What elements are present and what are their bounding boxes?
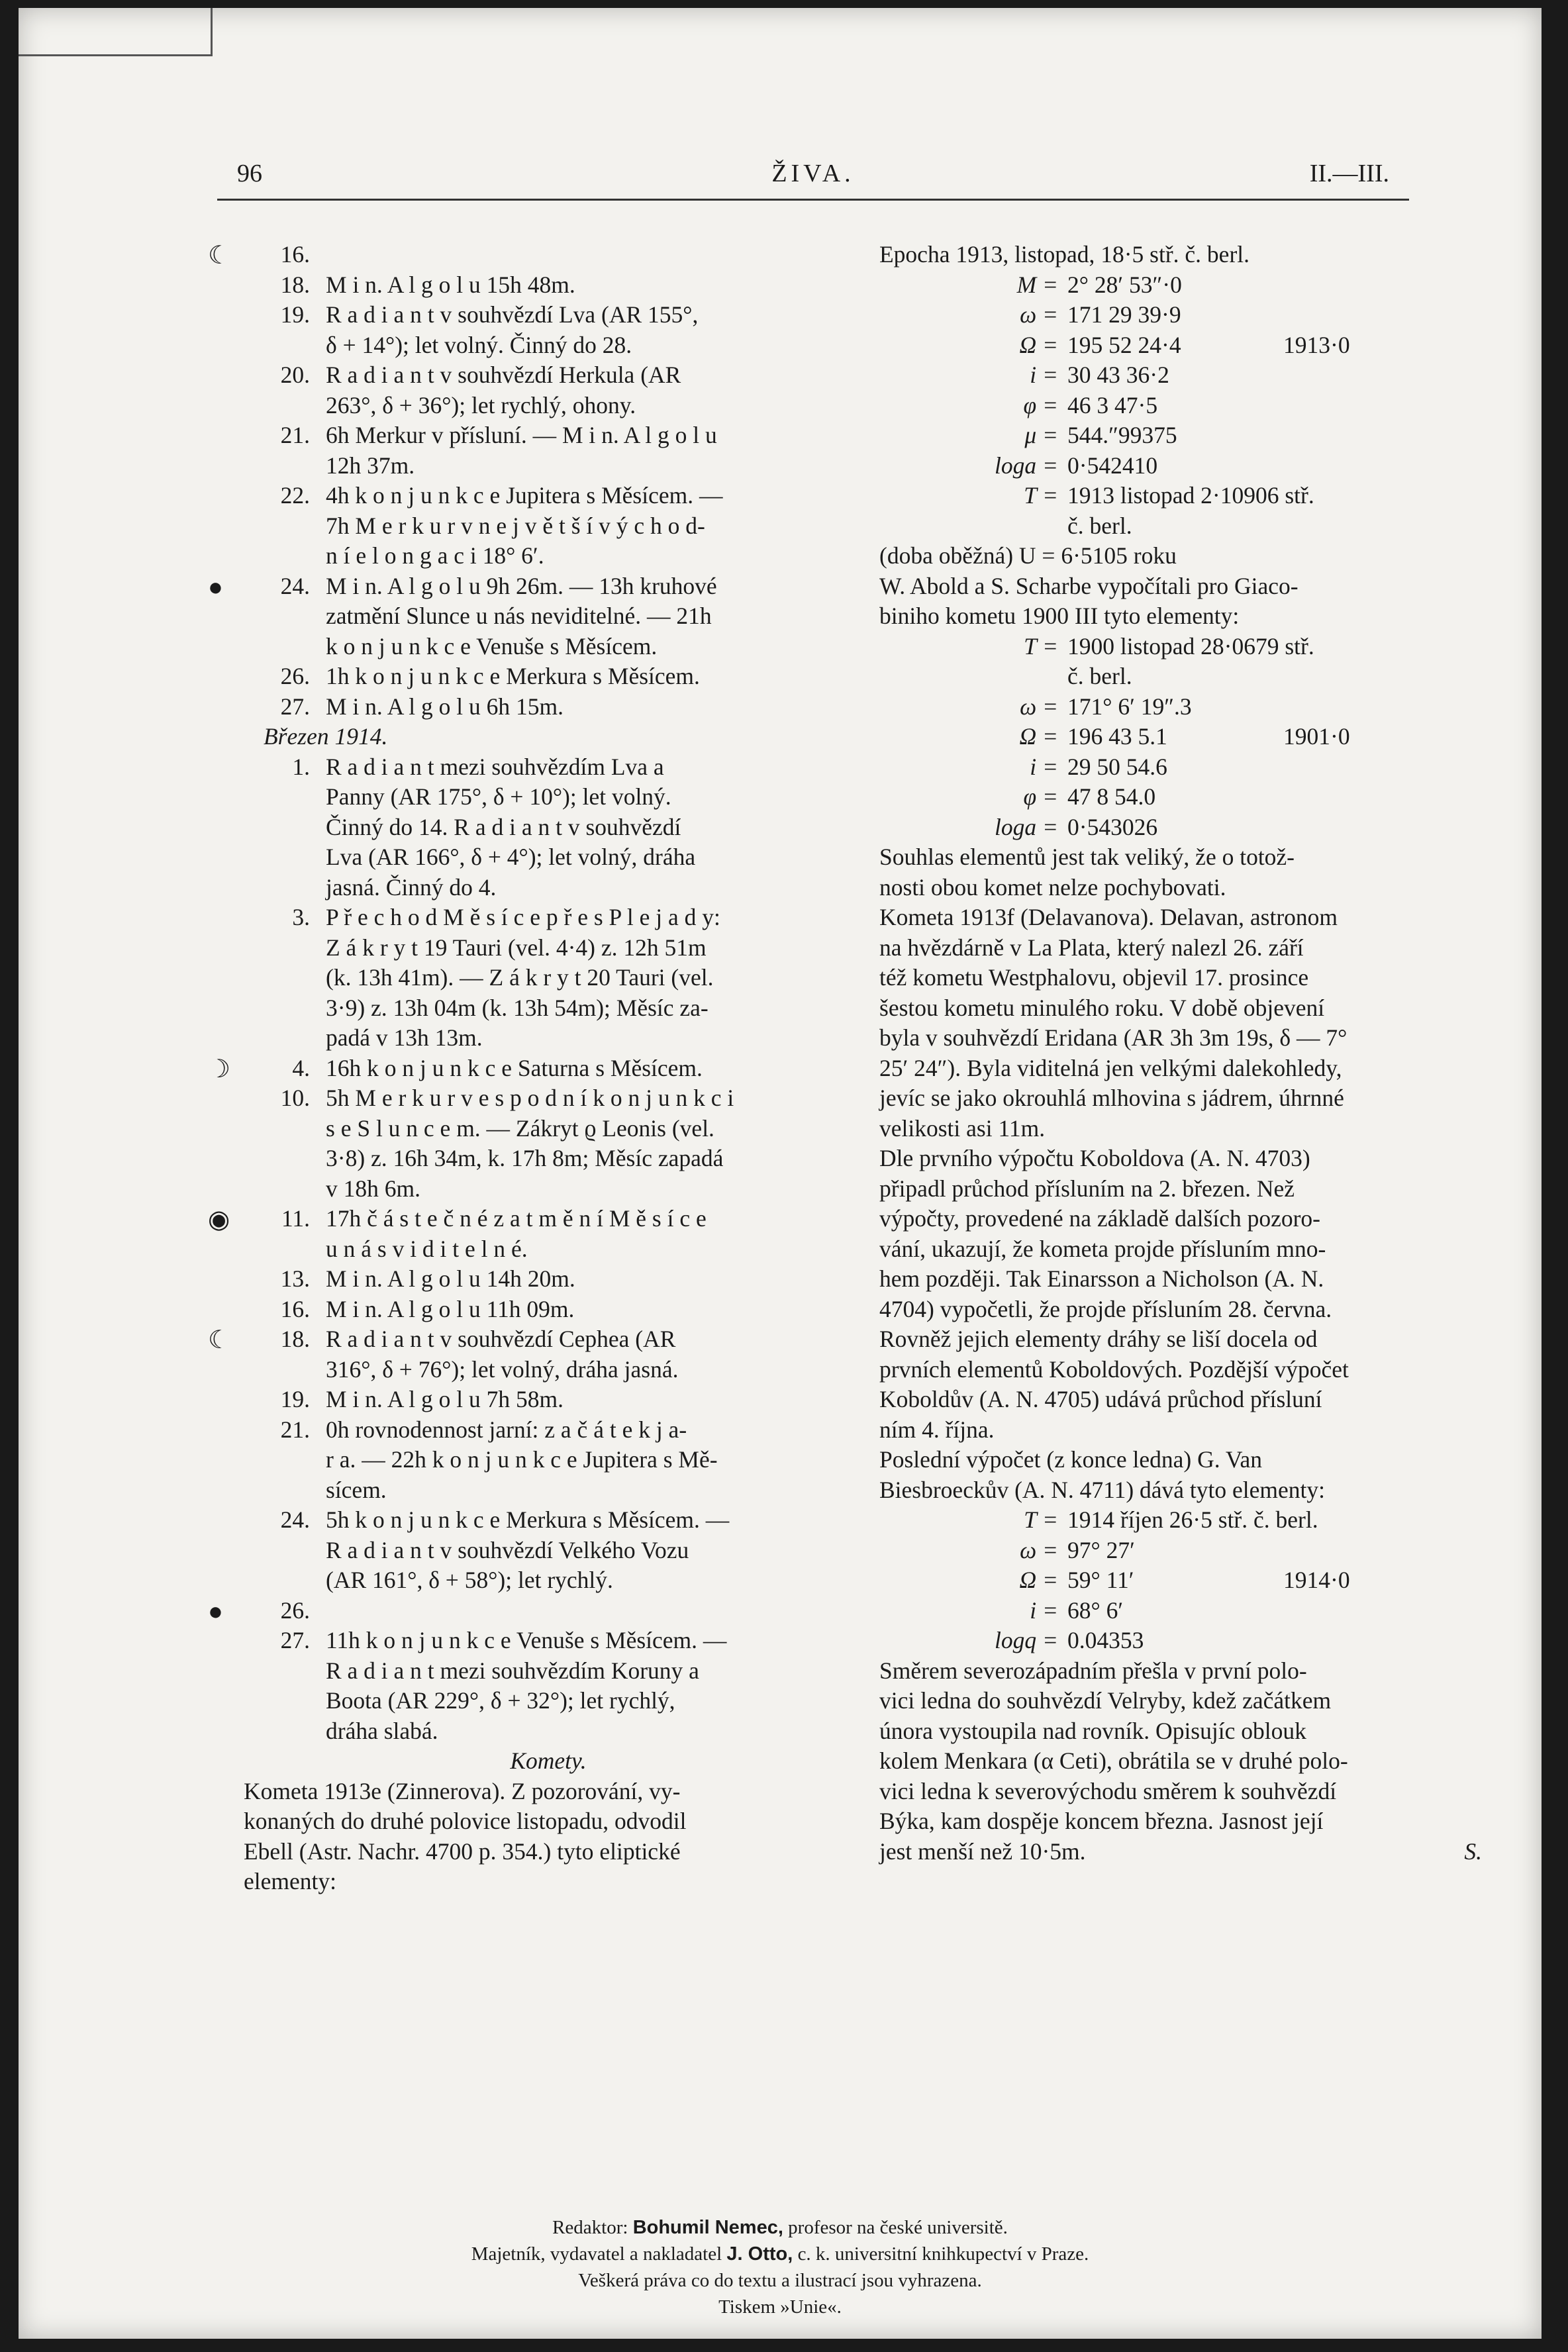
calendar-line — [244, 993, 853, 1024]
paragraph-line — [879, 1083, 1482, 1114]
event-text: R a d i a n t v souhvězdí Herkula (AR — [326, 362, 681, 388]
element-value: 0·543026 — [1067, 813, 1158, 840]
imprint — [19, 2214, 1542, 2320]
paragraph-line — [879, 1716, 1482, 1747]
calendar-line — [244, 1837, 853, 1867]
event-text: M i n. A l g o l u 11h 09m. — [326, 1295, 575, 1322]
day-number: 19. — [280, 1386, 310, 1412]
paragraph-line — [879, 601, 1482, 632]
element-symbol: T = — [1024, 482, 1058, 509]
day-number: 21. — [280, 422, 310, 448]
event-text: R a d i a n t v souhvězdí Lva (AR 155°, — [326, 301, 699, 328]
day-number: 20. — [280, 362, 310, 388]
day-number: 13. — [280, 1265, 310, 1292]
line-text: vici ledna do souhvězdí Velryby, kdež začátkem — [879, 1687, 1332, 1714]
moon-last-quarter-icon: ☾ — [208, 1326, 231, 1354]
journal-page — [19, 8, 1542, 2339]
event-text: zatmění Slunce u nás neviditelné. — 21h — [326, 603, 712, 629]
calendar-line — [244, 752, 853, 783]
calendar-line — [244, 1806, 853, 1837]
calendar-line — [244, 1686, 853, 1716]
calendar-line — [244, 1656, 853, 1687]
line-text: jest menší než 10·5m. — [879, 1838, 1086, 1865]
event-text: 4h k o n j u n k c e Jupitera s Měsícem. — — [326, 482, 723, 509]
section-title: Komety. — [510, 1747, 587, 1774]
calendar-line — [244, 812, 853, 843]
element-symbol: φ = — [1023, 783, 1058, 810]
calendar-line — [244, 1023, 853, 1054]
element-symbol: logq = — [995, 1627, 1058, 1653]
event-text: r a. — 22h k o n j u n k c e Jupitera s Mě- — [326, 1446, 718, 1473]
event-text: k o n j u n k c e Venuše s Měsícem. — [326, 632, 658, 660]
orbital-element — [879, 722, 1482, 752]
day-number: 26. — [280, 663, 310, 689]
day-number: 18. — [280, 271, 310, 298]
calendar-line — [208, 1054, 853, 1084]
calendar-line — [244, 481, 853, 511]
paragraph-line — [879, 1295, 1482, 1325]
calendar-line — [244, 360, 853, 391]
line-text: též kometu Westphalovu, objevil 17. prosince — [879, 964, 1309, 991]
element-symbol: ω = — [1020, 1536, 1058, 1563]
calendar-line — [208, 1596, 853, 1626]
paragraph-line — [879, 1054, 1482, 1084]
event-text: (k. 13h 41m). — Z á k r y t 20 Tauri (vel. — [326, 964, 714, 991]
paragraph-line — [879, 1837, 1482, 1867]
element-value: č. berl. — [1067, 512, 1132, 539]
orbital-element — [879, 360, 1482, 391]
event-text: 11h k o n j u n k c e Venuše s Měsícem. — — [326, 1627, 727, 1653]
orbital-element — [879, 662, 1482, 692]
element-value: 97° 27′ — [1067, 1536, 1135, 1563]
element-value: 29 50 54.6 — [1067, 753, 1167, 780]
event-text: 17h č á s t e č n é z a t m ě n í M ě s í c e — [326, 1205, 707, 1232]
element-symbol: M = — [1016, 271, 1058, 298]
day-number: 24. — [280, 572, 310, 599]
calendar-line — [244, 662, 853, 692]
orbital-element — [879, 632, 1482, 662]
day-number: 1. — [292, 753, 310, 780]
right-column — [879, 240, 1482, 1867]
calendar-line — [244, 903, 853, 933]
element-value: 0.04353 — [1067, 1627, 1144, 1653]
paragraph-line — [879, 1777, 1482, 1807]
new-moon-icon: ● — [208, 1597, 223, 1626]
day-number: 27. — [280, 1627, 310, 1653]
calendar-line — [244, 1415, 853, 1446]
author-signature: S. — [1464, 1838, 1482, 1865]
element-symbol: φ = — [1023, 391, 1058, 418]
paragraph-line — [879, 873, 1482, 903]
paragraph-line: Kometa 1913e (Zinnerova). Z pozorování, vy- — [244, 1777, 681, 1804]
calendar-line — [244, 1536, 853, 1566]
line-text: Býka, kam dospěje koncem března. Jasnost její — [879, 1808, 1324, 1834]
event-text: n í e l o n g a c i 18° 6′. — [326, 542, 544, 569]
event-text: 1h k o n j u n k c e Merkura s Měsícem. — [326, 663, 700, 689]
line-text: (doba oběžná) U = 6·5105 roku — [879, 542, 1177, 569]
day-number: 4. — [292, 1054, 310, 1081]
calendar-line — [244, 1114, 853, 1144]
element-symbol: T = — [1024, 632, 1058, 660]
orbital-element — [879, 1626, 1482, 1656]
orbital-element — [879, 1596, 1482, 1626]
orbital-element — [879, 451, 1482, 481]
element-symbol: loga = — [995, 452, 1058, 479]
element-symbol: Ω = — [1019, 1567, 1058, 1593]
element-value: 46 3 47·5 — [1067, 391, 1158, 418]
paragraph-line — [879, 1114, 1482, 1144]
line-text: W. Abold a S. Scharbe vypočítali pro Giaco- — [879, 572, 1298, 599]
orbital-element — [879, 812, 1482, 843]
epoch-value: 1914·0 — [1283, 1567, 1350, 1593]
day-number: 11. — [281, 1205, 310, 1232]
line-text: na hvězdárně v La Plata, který nalezl 26. září — [879, 934, 1304, 961]
line-text: ním 4. října. — [879, 1416, 995, 1443]
calendar-line — [244, 1234, 853, 1265]
event-text: Činný do 14. R a d i a n t v souhvězdí — [326, 813, 681, 840]
event-text: 316°, δ + 76°); let volný, dráha jasná. — [326, 1355, 679, 1383]
line-text: biniho kometu 1900 III tyto elementy: — [879, 603, 1240, 629]
event-text: u n á s v i d i t e l n é. — [326, 1235, 528, 1262]
paragraph-line — [879, 1445, 1482, 1475]
orbital-element — [879, 752, 1482, 783]
calendar-line — [244, 632, 853, 662]
line-text: Poslední výpočet (z konce ledna) G. Van — [879, 1446, 1263, 1473]
calendar-line — [208, 571, 853, 602]
event-text: M i n. A l g o l u 6h 15m. — [326, 693, 564, 720]
day-number: 18. — [280, 1326, 310, 1352]
paragraph-line — [879, 571, 1482, 602]
event-text: 3·8) z. 16h 34m, k. 17h 8m; Měsíc zapadá — [326, 1145, 724, 1171]
day-number: 27. — [280, 693, 310, 720]
calendar-line — [244, 451, 853, 481]
full-moon-icon: ◉ — [208, 1206, 230, 1234]
event-text: 6h Merkur v přísluní. — M i n. A l g o l u — [326, 422, 717, 448]
line-text: vání, ukazují, že kometa projde přísluním mno- — [879, 1235, 1326, 1262]
calendar-line — [244, 1385, 853, 1415]
calendar-line — [244, 1505, 853, 1536]
epoch-value: 1901·0 — [1283, 723, 1350, 750]
event-text: padá v 13h 13m. — [326, 1024, 483, 1051]
line-text: velikosti asi 11m. — [879, 1114, 1046, 1142]
element-value: 59° 11′ — [1067, 1567, 1134, 1593]
element-symbol: i = — [1030, 362, 1058, 388]
paragraph-line — [879, 903, 1482, 933]
torn-corner — [19, 8, 213, 56]
element-value: 68° 6′ — [1067, 1596, 1124, 1624]
paragraph-line — [879, 1324, 1482, 1355]
day-number: 21. — [280, 1416, 310, 1443]
moon-first-quarter-icon: ☽ — [208, 1055, 231, 1083]
paragraph-line — [879, 1264, 1482, 1295]
event-text: 0h rovnodennost jarní: z a č á t e k j a- — [326, 1416, 687, 1443]
line-text: byla v souhvězdí Eridana (AR 3h 3m 19s, δ — 7° — [879, 1024, 1348, 1051]
paragraph-line — [879, 1174, 1482, 1204]
line-text: února vystoupila nad rovník. Opisujíc oblouk — [879, 1717, 1306, 1744]
line-text: Dle prvního výpočtu Koboldova (A. N. 4703) — [879, 1145, 1310, 1171]
calendar-line — [244, 1144, 853, 1174]
header-rule — [217, 199, 1409, 201]
day-number: 16. — [280, 241, 310, 268]
calendar-line — [244, 601, 853, 632]
line-text: Epocha 1913, listopad, 18·5 stř. č. berl. — [879, 241, 1250, 268]
element-value: č. berl. — [1067, 663, 1132, 689]
event-text: jasná. Činný do 4. — [326, 873, 497, 901]
day-number: 24. — [280, 1506, 310, 1533]
orbital-element — [879, 692, 1482, 722]
paragraph-line — [879, 1385, 1482, 1415]
event-text: M i n. A l g o l u 9h 26m. — 13h kruhové — [326, 572, 717, 599]
event-text: 5h k o n j u n k c e Merkura s Měsícem. — — [326, 1506, 730, 1533]
day-number: 22. — [280, 482, 310, 509]
line-text: hem později. Tak Einarsson a Nicholson (A. N. — [879, 1265, 1324, 1292]
event-text: sícem. — [326, 1476, 387, 1503]
orbital-element — [879, 391, 1482, 421]
event-text: 12h 37m. — [326, 452, 415, 479]
element-value: 47 8 54.0 — [1067, 783, 1156, 810]
calendar-line — [244, 541, 853, 571]
paragraph-line — [879, 1144, 1482, 1174]
orbital-element — [879, 330, 1482, 361]
calendar-line — [208, 1324, 853, 1355]
line-text: vici ledna k severovýchodu směrem k souhvězdí — [879, 1777, 1337, 1804]
day-number: 16. — [280, 1295, 310, 1322]
calendar-line — [244, 391, 853, 421]
moon-last-quarter-icon: ☾ — [208, 242, 231, 270]
calendar-line — [244, 963, 853, 993]
event-text: 263°, δ + 36°); let rychlý, ohony. — [326, 391, 636, 418]
calendar-line — [244, 842, 853, 873]
element-symbol: i = — [1030, 753, 1058, 780]
orbital-element — [879, 270, 1482, 301]
event-text: s e S l u n c e m. — Zákryt ϱ Leonis (vel. — [326, 1114, 714, 1142]
issue-number: II.—III. — [1309, 160, 1389, 187]
calendar-line — [244, 933, 853, 963]
orbital-element — [879, 511, 1482, 542]
calendar-line — [244, 1295, 853, 1325]
line-text: Koboldův (A. N. 4705) udává průchod přísluní — [879, 1386, 1322, 1412]
orbital-element — [879, 300, 1482, 330]
element-value: 0·542410 — [1067, 452, 1158, 479]
element-symbol: ω = — [1020, 301, 1058, 328]
event-text: 16h k o n j u n k c e Saturna s Měsícem. — [326, 1054, 703, 1081]
paragraph-line: konaných do druhé polovice listopadu, odvodil — [244, 1808, 687, 1834]
event-text: 7h M e r k u r v n e j v ě t š í v ý c h o d- — [326, 512, 705, 539]
event-text: R a d i a n t v souhvězdí Velkého Vozu — [326, 1536, 689, 1563]
calendar-line — [208, 240, 853, 270]
calendar-line — [244, 1565, 853, 1596]
orbital-element — [879, 1565, 1482, 1596]
journal-title: ŽIVA. — [771, 160, 855, 187]
event-text: Lva (AR 166°, δ + 4°); let volný, dráha — [326, 844, 696, 870]
calendar-line — [244, 420, 853, 451]
element-value: 1913 listopad 2·10906 stř. — [1067, 482, 1314, 509]
paragraph-line — [879, 933, 1482, 963]
event-text: δ + 14°); let volný. Činný do 28. — [326, 331, 632, 358]
epoch-value: 1913·0 — [1283, 331, 1350, 358]
element-value: 2° 28′ 53″·0 — [1067, 271, 1182, 298]
element-value: 196 43 5.1 — [1067, 723, 1167, 750]
event-text: Panny (AR 175°, δ + 10°); let volný. — [326, 783, 671, 810]
line-text: prvních elementů Koboldových. Pozdější výpočet — [879, 1355, 1349, 1383]
orbital-element — [879, 481, 1482, 511]
element-symbol: ω = — [1020, 693, 1058, 720]
paragraph-line — [879, 993, 1482, 1024]
line-text: jevíc se jako okrouhlá mlhovina s jádrem, úhrnné — [879, 1085, 1344, 1111]
paragraph-line — [879, 1023, 1482, 1054]
paragraph-line: Ebell (Astr. Nachr. 4700 p. 354.) tyto eliptické — [244, 1838, 681, 1865]
left-column — [208, 240, 853, 1897]
paragraph-line — [879, 1806, 1482, 1837]
calendar-line — [244, 1174, 853, 1204]
line-text: kolem Menkara (α Ceti), obrátila se v druhé polo- — [879, 1747, 1348, 1774]
calendar-line — [244, 511, 853, 542]
line-text: Směrem severozápadním přešla v první polo- — [879, 1657, 1307, 1684]
element-value: 171 29 39·9 — [1067, 301, 1181, 328]
element-value: 195 52 24·4 — [1067, 331, 1181, 358]
calendar-line — [208, 1204, 853, 1234]
calendar-line — [244, 300, 853, 330]
line-text: 4704) vypočetli, že projde přísluním 28. června. — [879, 1295, 1332, 1322]
paragraph-line — [879, 1656, 1482, 1687]
line-text: Souhlas elementů jest tak veliký, že o totož- — [879, 844, 1295, 870]
orbital-element — [879, 782, 1482, 812]
event-text: R a d i a n t v souhvězdí Cephea (AR — [326, 1326, 676, 1352]
imprint-line-publisher: Majetník, vydavatel a nakladatel J. Otto, c. k. universitní knihkupectví v Praze. — [471, 2243, 1089, 2265]
day-number: 3. — [292, 904, 310, 930]
line-text: nosti obou komet nelze pochybovati. — [879, 873, 1226, 901]
element-symbol: μ = — [1024, 422, 1058, 448]
orbital-element — [879, 1505, 1482, 1536]
element-value: 171° 6′ 19″.3 — [1067, 693, 1192, 720]
page-header — [237, 159, 1389, 199]
calendar-line — [244, 722, 853, 752]
event-text: M i n. A l g o l u 15h 48m. — [326, 271, 575, 298]
calendar-line — [244, 692, 853, 722]
event-text: Boota (AR 229°, δ + 32°); let rychlý, — [326, 1687, 675, 1714]
paragraph-line — [879, 842, 1482, 873]
calendar-line — [244, 782, 853, 812]
calendar-line — [244, 1264, 853, 1295]
calendar-line — [244, 1867, 853, 1897]
event-text: (AR 161°, δ + 58°); let rychlý. — [326, 1567, 613, 1593]
element-symbol: T = — [1024, 1506, 1058, 1533]
line-text: 25′ 24″). Byla viditelná jen velkými dalekohledy, — [879, 1054, 1342, 1081]
calendar-line — [244, 330, 853, 361]
paragraph-line — [879, 1415, 1482, 1446]
event-text: M i n. A l g o l u 7h 58m. — [326, 1386, 564, 1412]
paragraph-line: elementy: — [244, 1868, 336, 1894]
event-text: R a d i a n t mezi souhvězdím Lva a — [326, 753, 664, 780]
paragraph-line — [879, 1234, 1482, 1265]
event-text: Z á k r y t 19 Tauri (vel. 4·4) z. 12h 51m — [326, 934, 707, 961]
imprint-line-rights: Veškerá práva co do textu a ilustrací jsou vyhrazena. — [578, 2270, 982, 2291]
paragraph-line — [879, 963, 1482, 993]
new-moon-icon: ● — [208, 573, 223, 601]
day-number: 19. — [280, 301, 310, 328]
paragraph-line — [879, 1204, 1482, 1234]
event-text: dráha slabá. — [326, 1717, 438, 1744]
event-text: M i n. A l g o l u 14h 20m. — [326, 1265, 575, 1292]
day-number: 26. — [280, 1596, 310, 1624]
event-text: P ř e c h o d M ě s í c e p ř e s P l e j a d y: — [326, 904, 720, 930]
imprint-line-printer: Tiskem »Unie«. — [718, 2296, 842, 2318]
element-value: 1914 říjen 26·5 stř. č. berl. — [1067, 1506, 1318, 1533]
paragraph-line — [879, 240, 1482, 270]
calendar-line — [244, 1716, 853, 1747]
element-value: 1900 listopad 28·0679 stř. — [1067, 632, 1314, 660]
paragraph-line — [879, 1746, 1482, 1777]
event-text: 3·9) z. 13h 04m (k. 13h 54m); Měsíc za- — [326, 994, 709, 1021]
line-text: výpočty, provedené na základě dalších pozoro- — [879, 1205, 1321, 1232]
event-text: R a d i a n t mezi souhvězdím Koruny a — [326, 1657, 699, 1684]
orbital-element — [879, 420, 1482, 451]
line-text: Rovněž jejich elementy dráhy se liší docela od — [879, 1326, 1318, 1352]
line-text: Kometa 1913f (Delavanova). Delavan, astronom — [879, 904, 1338, 930]
calendar-line — [244, 1445, 853, 1475]
calendar-line — [244, 873, 853, 903]
orbital-element — [879, 1536, 1482, 1566]
imprint-line-editor: Redaktor: Bohumil Nemec, profesor na české universitě. — [552, 2217, 1008, 2238]
event-text: 5h M e r k u r v e s p o d n í k o n j u n k c i — [326, 1085, 734, 1111]
element-value: 544.″99375 — [1067, 422, 1177, 448]
event-text: v 18h 6m. — [326, 1175, 420, 1202]
paragraph-line — [879, 1355, 1482, 1385]
calendar-line — [244, 270, 853, 301]
section-heading: Březen 1914. — [264, 723, 388, 750]
element-symbol: loga = — [995, 813, 1058, 840]
element-value: 30 43 36·2 — [1067, 362, 1169, 388]
element-symbol: i = — [1030, 1596, 1058, 1624]
line-text: šestou kometu minulého roku. V době objevení — [879, 994, 1325, 1021]
calendar-line — [244, 1083, 853, 1114]
paragraph-line — [879, 1475, 1482, 1506]
calendar-line — [244, 1355, 853, 1385]
line-text: připadl průchod přísluním na 2. březen. Než — [879, 1175, 1295, 1202]
calendar-line — [244, 1475, 853, 1506]
paragraph-line — [879, 541, 1482, 571]
day-number: 10. — [280, 1085, 310, 1111]
page-number: 96 — [237, 160, 262, 187]
calendar-line — [244, 1777, 853, 1807]
element-symbol: Ω = — [1019, 331, 1058, 358]
calendar-line — [244, 1626, 853, 1656]
paragraph-line — [879, 1686, 1482, 1716]
element-symbol: Ω = — [1019, 723, 1058, 750]
line-text: Biesbroeckův (A. N. 4711) dává tyto elementy: — [879, 1476, 1326, 1503]
